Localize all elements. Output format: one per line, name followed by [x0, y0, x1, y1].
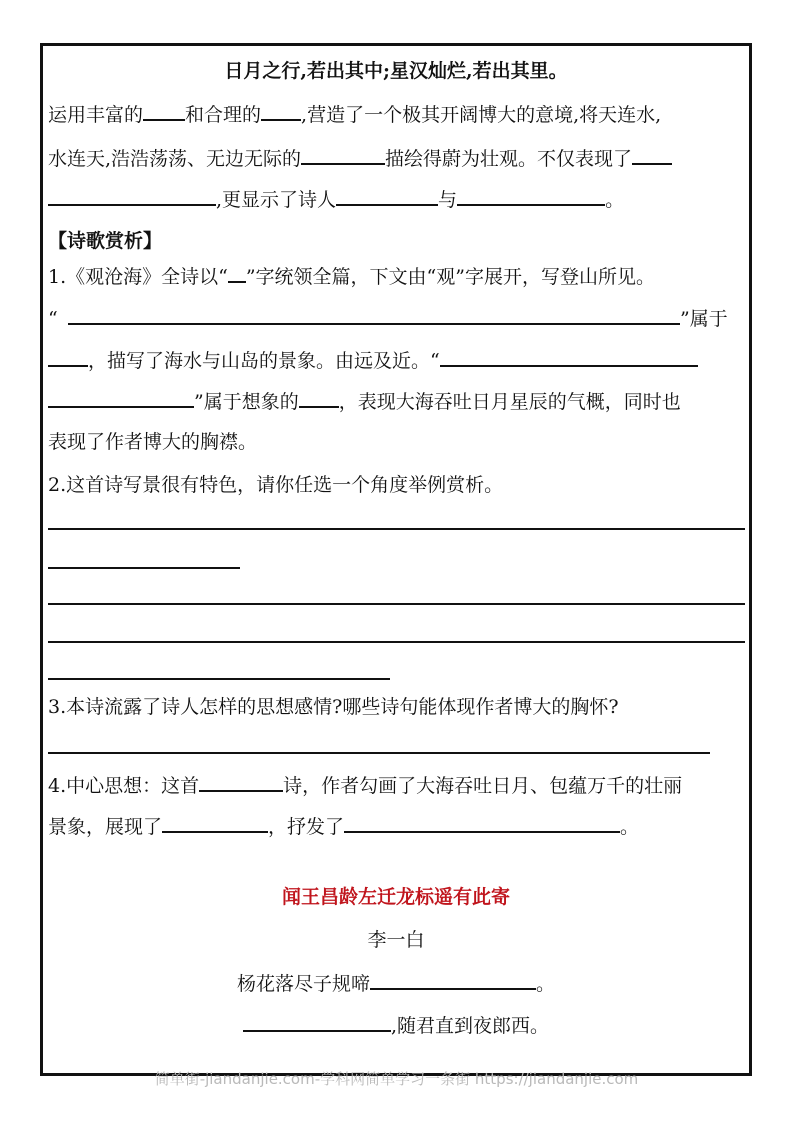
- blank[interactable]: [301, 145, 385, 165]
- fill-line-2: [48, 145, 672, 171]
- q1-line-4: [48, 388, 681, 414]
- blank[interactable]: [261, 101, 301, 121]
- blank[interactable]: [299, 388, 339, 408]
- q1-line-2: [48, 305, 728, 331]
- blank[interactable]: [370, 970, 536, 990]
- poem-line-1: [40, 970, 752, 996]
- text: ”属于想象的: [194, 391, 299, 413]
- answer-line[interactable]: [48, 752, 710, 754]
- blank[interactable]: [457, 186, 605, 206]
- blank[interactable]: [48, 388, 194, 408]
- blank[interactable]: [632, 145, 672, 165]
- answer-line[interactable]: [48, 641, 745, 643]
- text: ，描写了海水与山岛的景象。由远及近。“: [88, 350, 440, 372]
- fill-line-1: [48, 101, 661, 127]
- blank[interactable]: [440, 347, 698, 367]
- text: 景象，展现了: [48, 816, 163, 838]
- text: 水连天,浩浩荡荡、无边无际的: [48, 148, 302, 170]
- q1-line-3: [48, 347, 698, 373]
- blank[interactable]: [228, 263, 246, 283]
- answer-line[interactable]: [48, 567, 240, 569]
- section-title: 【诗歌赏析】: [48, 230, 163, 252]
- q3-question: 3.本诗流露了诗人怎样的思想感情?哪些诗句能体现作者博大的胸怀?: [48, 696, 619, 718]
- blank[interactable]: [243, 1012, 391, 1032]
- q4-line-2: [48, 813, 639, 839]
- watermark: 简单街-jiandanjie.com-学科网简单学习一条街 https://jiandanjie.com: [154, 1070, 639, 1088]
- text: 与: [438, 189, 458, 211]
- answer-line[interactable]: [48, 678, 390, 680]
- q1-line-1: [48, 263, 655, 289]
- text: ，表现大海吞吐日月星辰的气概，同时也: [338, 391, 681, 413]
- text: “: [48, 308, 58, 330]
- text: 4.中心思想：这首: [48, 775, 200, 797]
- blank[interactable]: [68, 305, 680, 325]
- blank[interactable]: [344, 813, 620, 833]
- blank[interactable]: [162, 813, 268, 833]
- text: 运用丰富的: [48, 104, 144, 126]
- q4-line-1: [48, 772, 682, 798]
- text: 1.《观沧海》全诗以“: [48, 266, 228, 288]
- fill-line-3: [48, 186, 624, 212]
- text: ”属于: [680, 308, 728, 330]
- blank[interactable]: [48, 347, 88, 367]
- text: ,随君直到夜郎西。: [390, 1015, 550, 1037]
- poem-author: 李一白: [367, 929, 425, 951]
- text: 诗，作者勾画了大海吞吐日月、包蕴万千的壮丽: [283, 775, 683, 797]
- text: 。: [605, 189, 625, 211]
- poem-couplet-line: 日月之行,若出其中;星汉灿烂,若出其里。: [224, 60, 568, 82]
- answer-line[interactable]: [48, 603, 745, 605]
- answer-line[interactable]: [48, 528, 745, 530]
- text: 描绘得蔚为壮观。不仅表现了: [385, 148, 633, 170]
- text: 。: [536, 973, 556, 995]
- q2-question: 2.这首诗写景很有特色，请你任选一个角度举例赏析。: [48, 474, 504, 496]
- text: ,营造了一个极其开阔博大的意境,将天连水,: [301, 104, 662, 126]
- blank[interactable]: [199, 772, 283, 792]
- blank[interactable]: [336, 186, 438, 206]
- text: 和合理的: [185, 104, 262, 126]
- text: ”字统领全篇，下文由“观”字展开，写登山所见。: [245, 266, 655, 288]
- text: ，抒发了: [268, 816, 345, 838]
- poem-title: 闻王昌龄左迁龙标遥有此寄: [281, 886, 510, 908]
- poem-line-2: [40, 1012, 752, 1038]
- text: 杨花落尽子规啼: [236, 973, 370, 995]
- blank[interactable]: [143, 101, 185, 121]
- q1-line-5: 表现了作者博大的胸襟。: [48, 431, 258, 453]
- blank[interactable]: [48, 186, 216, 206]
- text: 。: [620, 816, 640, 838]
- text: ,更显示了诗人: [216, 189, 337, 211]
